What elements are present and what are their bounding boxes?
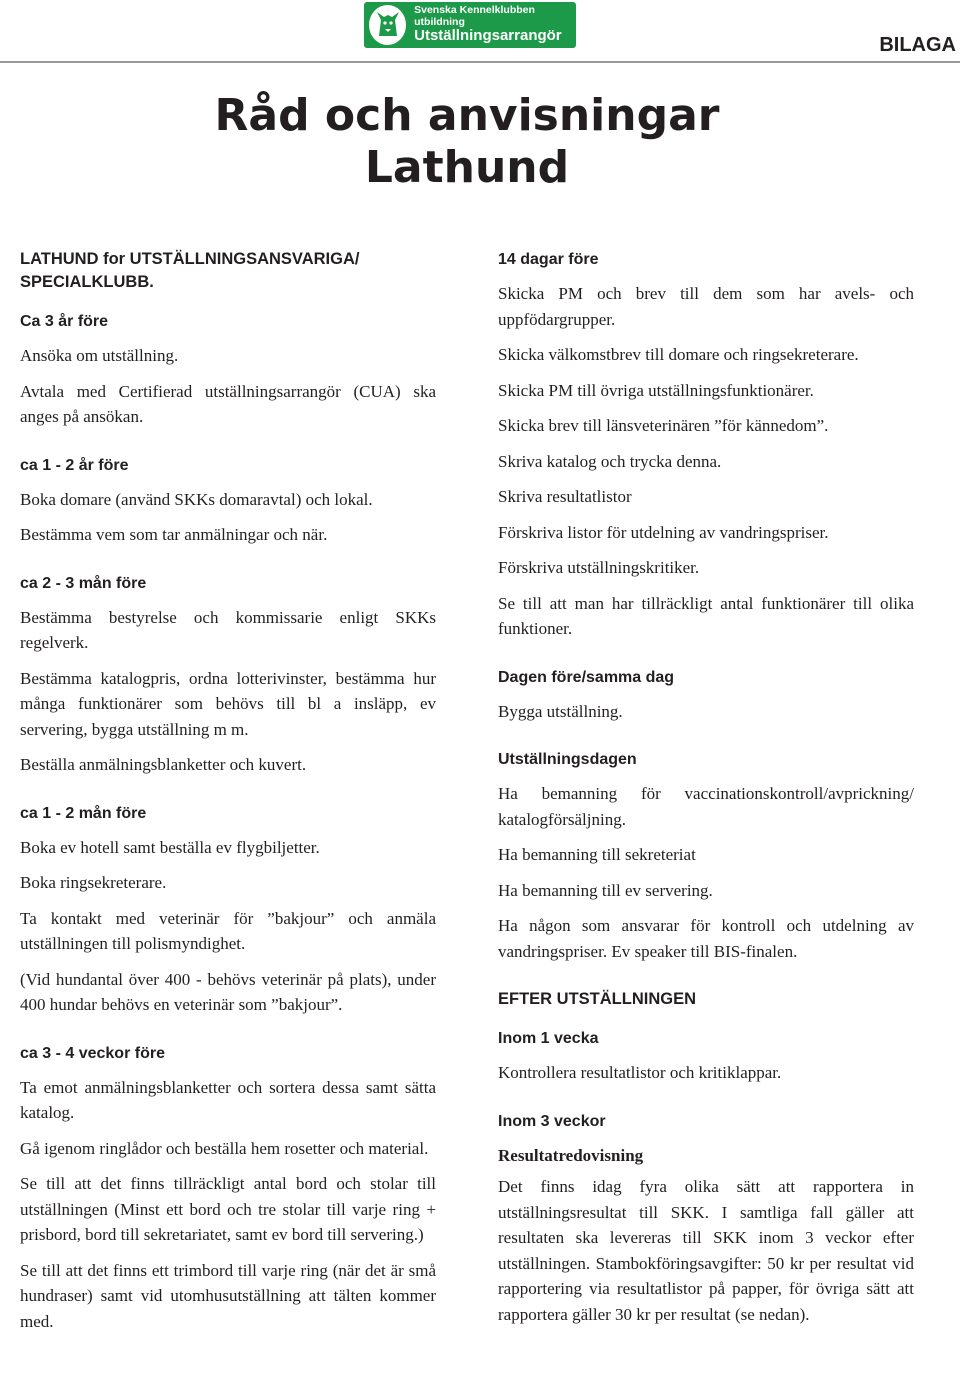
paragraph: Se till att det finns tillräckligt antal bord och stolar till utställningen (Minst ett bord och tre stolar till varje ring + prisbord, bord till sekretariatet, samt ev bord till servering.) — [20, 1174, 436, 1244]
paragraph: Skriva katalog och trycka denna. — [498, 451, 722, 471]
title-line-1: Råd och anvisningar — [214, 90, 720, 141]
title-line-2: Lathund — [364, 142, 570, 193]
paragraph: (Vid hundantal över 400 - behövs veterinär på plats), under 400 hundar behövs en veterinär som ”bakjour”. — [20, 969, 436, 1014]
logo-line-1: Svenska Kennelklubben utbildning — [414, 4, 535, 28]
section-heading: Inom 1 vecka — [498, 1030, 599, 1047]
paragraph: Se till att det finns ett trimbord till varje ring (när det är små hundraser) samt vid utomhusutställning att tälten kommer med. — [20, 1260, 436, 1331]
subheading: Resultatredovisning — [498, 1145, 644, 1165]
section-heading: ca 1 - 2 år före — [20, 456, 129, 474]
paragraph: Skriva resultatlistor — [498, 487, 632, 506]
paragraph: Förskriva utställningskritiker. — [498, 558, 700, 577]
paragraph: Ta kontakt med veterinär för ”bakjour” och anmäla utställningen till polismyndighet. — [20, 908, 436, 953]
paragraph: Boka ringsekreterare. — [20, 873, 167, 892]
bilaga-label: BILAGA — [879, 34, 956, 56]
dog-head-icon — [369, 5, 406, 45]
paragraph: Det finns idag fyra olika sätt att rapportera in utställningsresultat till SKK. I samtliga fall gäller att resultaten ska levereras till SKK inom 3 veckor efter utställningen. Stambokföringsavgifter: 50 kr per resultat vid rapportering via resultatlistor på papper, för övriga sätt att rapportera gäller 30 kr per resultat (se nedan). — [498, 1177, 914, 1324]
section-heading: ca 2 - 3 mån före — [20, 574, 147, 592]
paragraph: Skicka PM till övriga utställningsfunktionärer. — [498, 380, 814, 400]
left-column — [20, 248, 436, 1334]
section-heading: Ca 3 år före — [20, 313, 109, 330]
paragraph: Ha bemanning till sekreteriat — [498, 845, 696, 864]
logo-line-2: Utställningsarrangör — [414, 27, 562, 45]
header-divider — [0, 61, 960, 63]
paragraph: Bestämma bestyrelse och kommissarie enligt SKKs regelverk. — [20, 607, 436, 652]
section-heading: 14 dagar före — [498, 251, 599, 268]
section-heading: EFTER UTSTÄLLNINGEN — [498, 990, 696, 1008]
paragraph: Bygga utställning. — [498, 701, 623, 721]
paragraph: Kontrollera resultatlistor och kritiklappar. — [498, 1063, 782, 1082]
paragraph: Avtala med Certifierad utställningsarrangör (CUA) ska anges på ansökan. — [20, 381, 436, 426]
paragraph: Ha bemanning till ev servering. — [498, 880, 713, 900]
paragraph: Boka ev hotell samt beställa ev flygbiljetter. — [20, 837, 320, 857]
paragraph: Bestämma vem som tar anmälningar och när. — [20, 525, 328, 544]
section-heading: ca 1 - 2 mån före — [20, 804, 147, 822]
paragraph: Boka domare (använd SKKs domaravtal) och lokal. — [20, 489, 373, 509]
main-heading: LATHUND for UTSTÄLLNINGSANSVARIGA/ SPECIALKLUBB. — [20, 250, 360, 291]
section-heading: ca 3 - 4 veckor före — [20, 1044, 165, 1062]
paragraph: Skicka välkomstbrev till domare och ringsekreterare. — [498, 345, 859, 364]
page-title — [0, 90, 934, 194]
section-heading: Inom 3 veckor — [498, 1112, 606, 1130]
paragraph: Ta emot anmälningsblanketter och sortera dessa samt sätta katalog. — [20, 1077, 436, 1122]
paragraph: Ha någon som ansvarar för kontroll och utdelning av vandringspriser. Ev speaker till BIS-finalen. — [498, 916, 914, 961]
paragraph: Bestämma katalogpris, ordna lotterivinster, bestämma hur många funktionärer som behövs till bl a insläpp, ev servering, bygga utställning m m. — [20, 668, 436, 739]
paragraph: Skicka brev till länsveterinären ”för kännedom”. — [498, 416, 829, 435]
logo — [364, 2, 576, 48]
paragraph: Förskriva listor för utdelning av vandringspriser. — [498, 522, 829, 542]
paragraph: Beställa anmälningsblanketter och kuvert. — [20, 755, 307, 774]
right-column — [498, 248, 914, 1327]
paragraph: Ha bemanning för vaccinationskontroll/avprickning/ katalogförsäljning. — [498, 784, 914, 829]
section-heading: Dagen före/samma dag — [498, 668, 675, 686]
paragraph: Ansöka om utställning. — [20, 346, 179, 365]
section-heading: Utställningsdagen — [498, 751, 637, 768]
paragraph: Se till att man har tillräckligt antal funktionärer till olika funktioner. — [498, 593, 914, 638]
paragraph: Gå igenom ringlådor och beställa hem rosetter och material. — [20, 1138, 429, 1158]
paragraph: Skicka PM och brev till dem som har avels- och uppfödargrupper. — [498, 284, 914, 329]
